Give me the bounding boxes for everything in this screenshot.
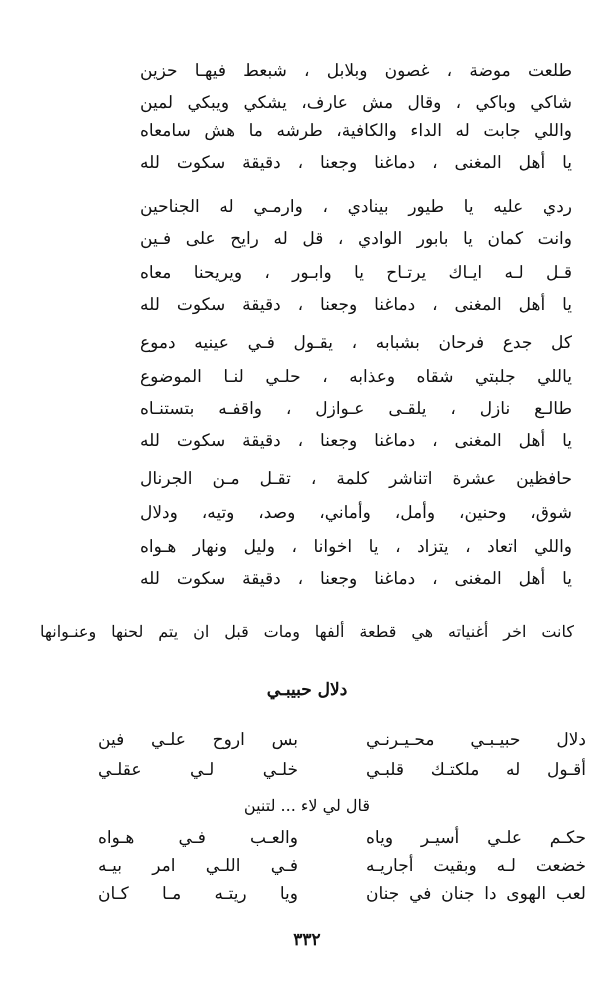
poem-line: يا أهل المغنى ، دماغنا وجعنا ، دقيقة سكوت لله	[140, 153, 572, 173]
song-verse-row	[70, 882, 586, 906]
song-hemistich-right: دلال حبيـبـي محـيـرنـي	[366, 730, 586, 750]
song-hemistich-right: خضعت لـه وبقيت أجاريـه	[366, 856, 586, 876]
poem-line: ردي عليه يا طيور بينادي ، وارمـي له الجناحين	[140, 197, 572, 217]
poem-line: يا أهل المغنى ، دماغنا وجعنا ، دقيقة سكوت لله	[140, 431, 572, 451]
song-title: دلال حبيبـي	[266, 680, 348, 700]
poem-line: وانت كمان يا بابور الوادي ، قل له رايح على فـين	[140, 229, 572, 249]
song-hemistich-right: لعب الهوى دا جنان في جنان	[366, 884, 586, 904]
song-hemistich-left: بس اروح علـي فين	[98, 730, 298, 750]
poem-line: طلعت موضة ، غصون وبلابل ، شبعط فيهـا حزين	[140, 61, 572, 81]
poem-line: يا أهل المغنى ، دماغنا وجعنا ، دقيقة سكوت لله	[140, 295, 572, 315]
song-hemistich-left: خلـي لـي عقلـي	[98, 760, 298, 780]
poem-line: شوق، وحنين، وأمل، وأماني، وصد، وتيه، ودلال	[140, 503, 572, 523]
page-number: ٣٣٢	[293, 930, 321, 950]
poem-line: واللي اتعاد ، يتزاد ، يا اخوانا ، وليل ونهار هـواه	[140, 537, 572, 557]
song-hemistich-left: والعـب فـي هـواه	[98, 828, 298, 848]
poem-line: حافظين عشرة اتناشر كلمة ، تقـل مـن الجرنال	[140, 469, 572, 489]
song-hemistich-right: حكـم علـي أسيـر وياه	[366, 828, 586, 848]
song-verse-row	[70, 758, 586, 782]
song-refrain: قال لي لاء ... لتنين	[243, 796, 371, 815]
poem-line: ياللي جلبتي شقاه وعذابه ، حلـي لنـا الموضوع	[140, 367, 572, 387]
song-hemistich-left: ويا ريتـه مـا كـان	[98, 884, 298, 904]
song-verse-row	[70, 826, 586, 850]
poem-line: طالـع نازل ، يلقـى عـوازل ، واقفـه بتستنـاه	[140, 399, 572, 419]
poem-line: قـل لـه ايـاك يرتـاح يا وابـور ، ويريحنا معاه	[140, 263, 572, 283]
poem-line: يا أهل المغنى ، دماغنا وجعنا ، دقيقة سكوت لله	[140, 569, 572, 589]
poem-line: واللي جابت له الداء والكافية، طرشه ما هش سامعاه	[140, 121, 572, 141]
song-hemistich-left: فـي اللـي امر بيـه	[98, 856, 298, 876]
poem-line: شاكي وباكي ، وقال مش عارف، يشكي ويبكي لمين	[140, 93, 572, 113]
poem-line: كل جدع فرحان بشبابه ، يقـول فـي عينيه دموع	[140, 333, 572, 353]
song-verse-row	[70, 854, 586, 878]
song-verse-row	[70, 728, 586, 752]
note-paragraph: كانت اخر أغنياته هي قطعة ألفها ومات قبل ان يتم لحنها وعنـوانها	[40, 622, 574, 641]
song-hemistich-right: أقـول له ملكتـك قلبـي	[366, 760, 586, 780]
